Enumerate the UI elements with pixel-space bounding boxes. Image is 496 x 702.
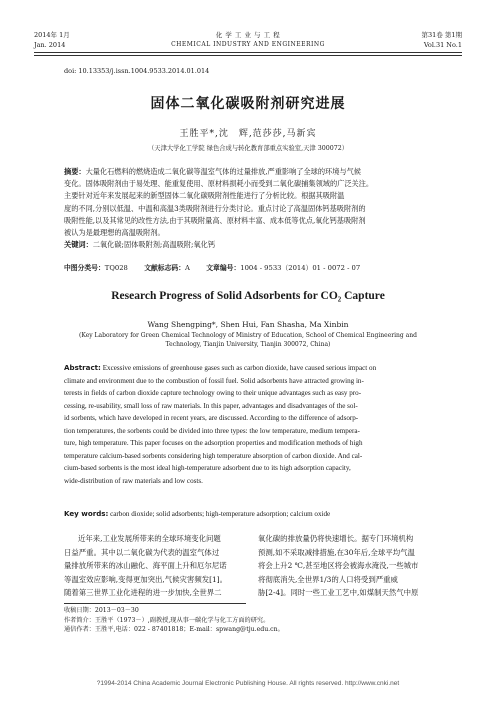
article-number-label: 文章编号： bbox=[206, 264, 241, 272]
keywords-en bbox=[64, 508, 432, 521]
body-column-right bbox=[258, 532, 440, 600]
keywords-zh bbox=[64, 239, 432, 251]
abstract-en-label: Abstract: bbox=[64, 363, 101, 372]
doi-line: doi: 10.13353/j.issn.1004.9533.2014.01.014 bbox=[64, 67, 210, 75]
doc-code-label: 文献标志码： bbox=[144, 264, 185, 272]
abstract-en-line-5: tion temperatures, the sorbents could be divided into three types: the low temperature, medium tempera- bbox=[64, 426, 360, 435]
footnote-rule bbox=[64, 603, 246, 604]
keywords-zh-text: 二氧化碳;固体吸附剂;高温吸附;氧化钙 bbox=[92, 240, 216, 250]
header-journal-zh: 化 学 工 业 与 工 程 bbox=[215, 31, 281, 39]
doc-code-value: A bbox=[185, 264, 190, 272]
abstract-en-line-9: wide-distribution of raw materials and low costs. bbox=[64, 476, 203, 485]
article-number-value: 1004 - 9533（2014）01 - 0072 - 07 bbox=[240, 264, 361, 272]
clc-value: TQ028 bbox=[104, 264, 128, 272]
keywords-en-label: Key words: bbox=[64, 509, 109, 518]
abstract-zh-line-0: 摘要：大量化石燃料的燃烧造成二氧化碳等温室气体的过量排放,严重影响了全球的环境与气候 bbox=[64, 167, 361, 176]
header-rule-thin bbox=[34, 55, 462, 56]
abstract-en-line-0: Abstract: Excessive emissions of greenhouse gases such as carbon dioxide, have caused serious impact on bbox=[64, 363, 377, 372]
header-volume-zh: 第31卷 第1期 bbox=[421, 31, 462, 39]
title-zh: 固体二氧化碳吸附剂研究进展 bbox=[150, 96, 346, 112]
abstract-en bbox=[64, 362, 432, 487]
abstract-zh-label: 摘要： bbox=[64, 167, 86, 176]
abstract-zh-line-2: 主要针对近年来发展起来的新型固体二氧化碳吸附剂性能进行了分析比较。根据其吸附温 bbox=[64, 191, 345, 201]
abstract-en-line-3: cessing, re-usability, small loss of raw materials. In this paper, advantages and disadvantages of the sol- bbox=[64, 401, 358, 410]
title-en: Research Progress of Solid Adsorbents for CO₂ Capture bbox=[111, 290, 385, 302]
keywords-en-text: carbon dioxide; solid adsorbents; high-temperature adsorption; calcium oxide bbox=[110, 510, 331, 518]
classification-line bbox=[64, 262, 360, 272]
abstract-en-line-2: terests in fields of carbon dioxide capture technology owing to their unique advantages such as easy pro- bbox=[64, 389, 362, 397]
body-left-line-1: 日益严重。其中以二氧化碳为代表的温室气体过 bbox=[64, 547, 220, 557]
affiliation-en-line-0: (Key Laboratory for Green Chemical Technology of Ministry of Education, School of Chemical Engineering and bbox=[79, 332, 417, 339]
authors-en: Wang Shengping*, Shen Hui, Fan Shasha, Ma Xinbin bbox=[147, 320, 349, 329]
affiliation-en-line-1: Technology, Tianjin University, Tianjin 300072, China) bbox=[165, 341, 331, 348]
body-right-line-1: 预测,如不采取减排措施,在30年后,全球平均气温 bbox=[258, 547, 415, 557]
footnote-author-bio: 作者简介：王胜平（1973－）,副教授,现从事一碳化学与化工方面的研究。 bbox=[64, 616, 270, 624]
footnotes bbox=[64, 606, 284, 635]
body-left-line-2: 量排放所带来的冰山融化、海平面上升和厄尔尼诺 bbox=[64, 561, 227, 571]
abstract-zh-line-1: 变化。固体吸附剂由于易处理、能重复使用、原材料损耗小而受到二氧化碳捕集领域的广泛关注。 bbox=[64, 179, 374, 189]
abstract-zh-line-3: 度的不同,分别以低温、中温和高温3类吸附剂进行分类讨论。重点讨论了高温固体钙基吸附剂的 bbox=[64, 203, 366, 213]
footnote-received: 收稿日期：2013－03－30 bbox=[64, 607, 139, 614]
abstract-en-line-1: climate and environment due to the combustion of fossil fuel. Solid adsorbents have attracted growing in- bbox=[64, 376, 364, 385]
body-column-left bbox=[64, 532, 246, 600]
abstract-en-line-4: id sorbents, which have developed in recent years, are discussed. According to the difference of adsorp- bbox=[64, 414, 359, 422]
affiliation-zh: （天津大学化工学院 绿色合成与转化教育部重点实验室,天津 300072） bbox=[147, 145, 349, 152]
publisher-footer: ?1994-2014 China Academic Journal Electronic Publishing House. All rights reserved. http://www.cnki.net bbox=[96, 680, 400, 687]
body-left-line-0: 近年来,工业发展所带来的全球环境变化问题 bbox=[78, 534, 221, 543]
footnote-corresponding: 通信作者：王胜平,电话：022 - 87401818；E-mail：spwang@tju.edu.cn。 bbox=[64, 626, 284, 633]
abstract-zh-line-4: 吸附性能,以及其常见的改性方法,由于其吸附量高、原材料丰富、成本低等优点,氧化钙基吸附剂 bbox=[64, 215, 366, 225]
header-journal-en: CHEMICAL INDUSTRY AND ENGINEERING bbox=[171, 41, 325, 48]
body-right-line-2: 将会上升2 ℃,甚至地区将会被海水淹没,一些城市 bbox=[258, 561, 419, 571]
authors-zh: 王胜平*,沈 辉,范莎莎,马新宾 bbox=[179, 129, 317, 139]
body-right-line-4: 胁[2-4]。同时一些工业工艺中,如煤制天然气中原 bbox=[258, 588, 419, 598]
header-date-zh: 2014年 1月 bbox=[34, 31, 70, 39]
abstract-en-line-6: ture, high temperature. This paper focuses on the adsorption properties and modification methods of high bbox=[64, 439, 363, 447]
body-right-line-3: 将彻底消失,全世界1/3的人口将受到严重威 bbox=[258, 574, 398, 584]
clc-label: 中图分类号： bbox=[64, 264, 105, 272]
header-rule-thick bbox=[34, 52, 462, 53]
abstract-en-line-7: temperature calcium-based sorbents considering high temperature absorption of carbon dioxide. And cal- bbox=[64, 451, 363, 460]
abstract-zh bbox=[64, 166, 432, 251]
abstract-en-line-8: cium-based sorbents is the most ideal high-temperature adsorbent due to its high adsorption capacity, bbox=[64, 464, 351, 472]
body-left-line-3: 等温室效应影响,变得更加突出,气候灾害频发[1]。 bbox=[64, 574, 227, 584]
body-left-line-4: 随着第三世界工业化进程的进一步加快,全世界二 bbox=[64, 588, 222, 598]
abstract-zh-line-5: 被认为是最理想的高温吸附剂。 bbox=[64, 228, 165, 238]
header-volume-en: Vol.31 No.1 bbox=[423, 41, 462, 49]
header-date-en: Jan. 2014 bbox=[34, 41, 66, 49]
keywords-zh-label: 关键词： bbox=[64, 240, 93, 250]
body-right-line-0: 氧化碳的排放量仍将快速增长。据专门环境机构 bbox=[258, 534, 414, 543]
